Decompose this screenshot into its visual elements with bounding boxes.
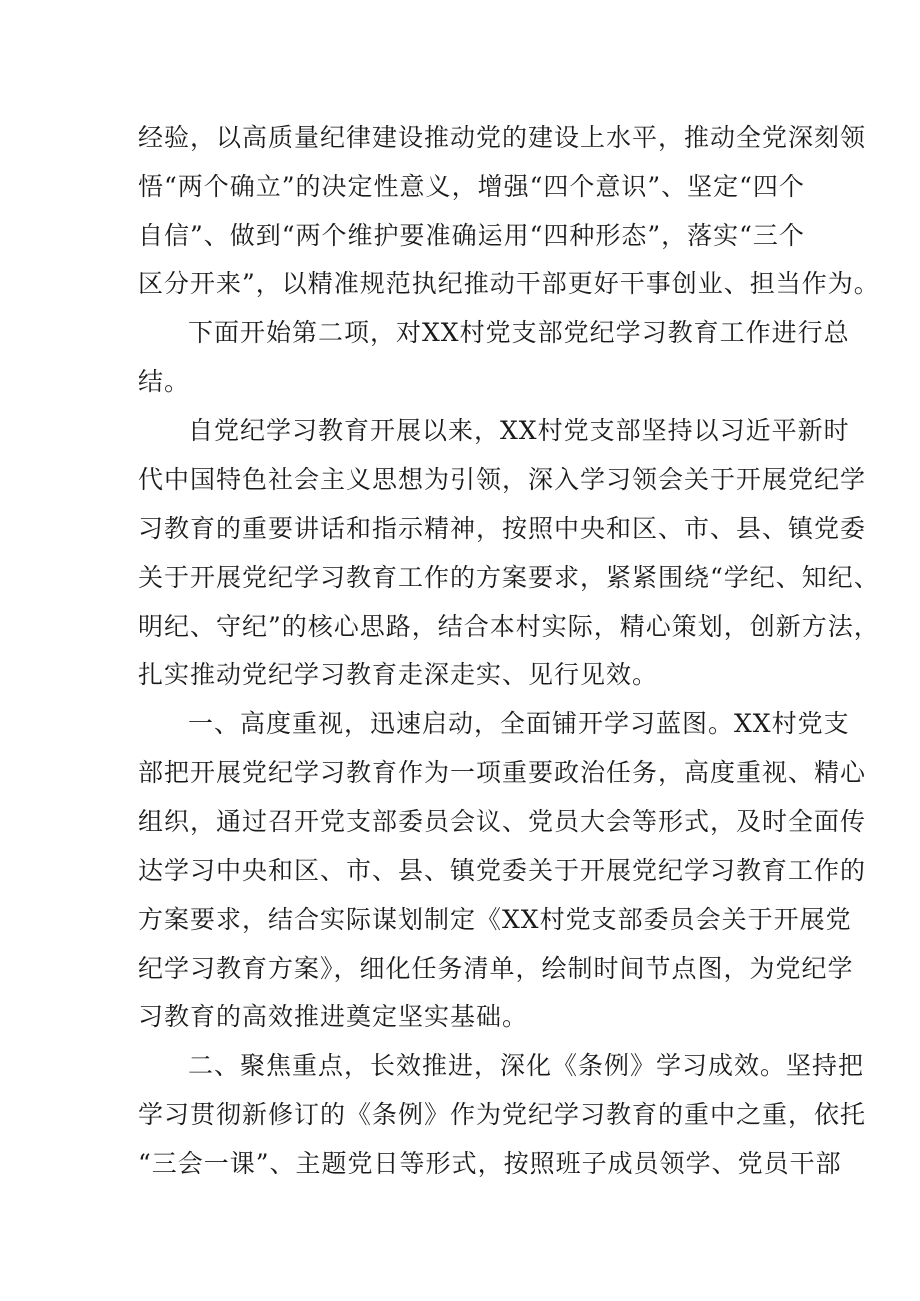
text-line: 代中国特色社会主义思想为引领，深入学习领会关于开展党纪学 bbox=[138, 465, 867, 494]
text-line: 学习贯彻新修订的《条例》作为党纪学习教育的重中之重，依托 bbox=[138, 1100, 867, 1129]
text-line: 组织，通过召开党支部委员会议、党员大会等形式，及时全面传 bbox=[138, 807, 867, 836]
text-line: 习教育的高效推进奠定坚实基础。 bbox=[138, 1002, 529, 1031]
text-line: 明纪、守纪”的核心思路，结合本村实际，精心策划，创新方法， bbox=[138, 612, 880, 641]
text-line: 关于开展党纪学习教育工作的方案要求，紧紧围绕“学纪、知纪、 bbox=[138, 563, 880, 592]
text-line: 区分开来”，以精准规范执纪推动干部更好干事创业、担当作为。 bbox=[138, 269, 880, 298]
text-line: 结。 bbox=[138, 367, 191, 396]
text-line: 达学习中央和区、市、县、镇党委关于开展党纪学习教育工作的 bbox=[138, 856, 867, 885]
text-line: 方案要求，结合实际谋划制定《XX村党支部委员会关于开展党 bbox=[138, 905, 852, 934]
text-line: 部把开展党纪学习教育作为一项重要政治任务，高度重视、精心 bbox=[138, 758, 867, 787]
text-line: 经验，以高质量纪律建设推动党的建设上水平，推动全党深刻领 bbox=[138, 123, 867, 152]
text-line: 悟“两个确立”的决定性意义，增强“四个意识”、坚定“四个 bbox=[138, 172, 805, 201]
text-line: 自信”、做到“两个维护要准确运用“四种形态”，落实“三个 bbox=[138, 221, 805, 250]
text-line: 纪学习教育方案》，细化任务清单，绘制时间节点图，为党纪学 bbox=[138, 954, 854, 983]
text-line: “三会一课”、主题党日等形式，按照班子成员领学、党员干部 bbox=[138, 1149, 842, 1178]
text-line: 一、高度重视，迅速启动，全面铺开学习蓝图。XX村党支 bbox=[188, 709, 850, 738]
text-line: 二、聚焦重点，长效推进，深化《条例》学习成效。坚持把 bbox=[188, 1051, 865, 1080]
text-line: 下面开始第二项，对XX村党支部党纪学习教育工作进行总 bbox=[188, 318, 850, 347]
text-line: 习教育的重要讲话和指示精神，按照中央和区、市、县、镇党委 bbox=[138, 514, 867, 543]
text-line: 自党纪学习教育开展以来，XX村党支部坚持以习近平新时 bbox=[188, 416, 850, 445]
text-line: 扎实推动党纪学习教育走深走实、见行见效。 bbox=[138, 660, 659, 689]
